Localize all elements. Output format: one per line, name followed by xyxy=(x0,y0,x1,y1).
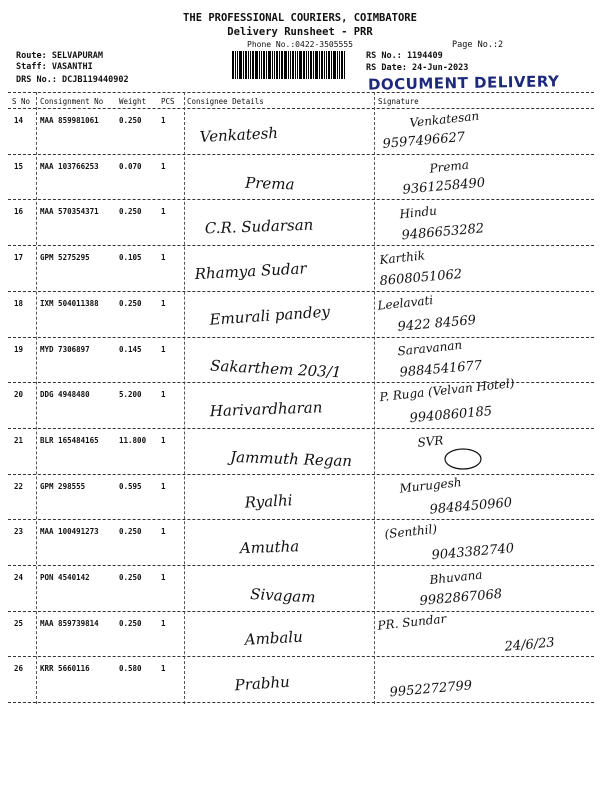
row-weight: 0.580 xyxy=(119,664,142,674)
signature-number-handwriting: 9361258490 xyxy=(402,175,486,198)
row-pcs: 1 xyxy=(161,527,166,537)
signature-number-handwriting: 9422 84569 xyxy=(397,312,477,335)
row-sno: 18 xyxy=(14,298,24,308)
signature-name-handwriting: Prema xyxy=(428,157,470,176)
runsheet-subtitle: Delivery Runsheet - PRR xyxy=(227,26,373,38)
row-pcs: 1 xyxy=(161,344,166,354)
signature-name-handwriting: Hindu xyxy=(398,203,438,222)
consignee-handwriting: Sakarthem 203/1 xyxy=(209,356,342,382)
consignee-handwriting: Ambalu xyxy=(244,627,304,649)
consignee-handwriting: Rhamya Sudar xyxy=(194,259,308,284)
row-pcs: 1 xyxy=(161,435,166,445)
route-label: Route: SELVAPURAM xyxy=(16,51,103,61)
row-consignment-no: GPM 5275295 xyxy=(40,253,90,263)
row-sno: 23 xyxy=(14,527,24,537)
row-consignment-no: MAA 859739814 xyxy=(40,618,99,628)
row-consignment-no: BLR 165484165 xyxy=(40,435,99,445)
row-pcs: 1 xyxy=(161,481,166,491)
row-sno: 15 xyxy=(14,161,24,171)
row-pcs: 1 xyxy=(161,253,166,263)
rs-number: RS No.: 1194409 xyxy=(366,51,443,61)
row-consignment-no: MAA 859981061 xyxy=(40,116,99,125)
row-pcs: 1 xyxy=(161,116,166,125)
signature-name-handwriting: SVR xyxy=(416,433,445,450)
signature-number-handwriting: 9848450960 xyxy=(429,495,513,518)
row-sno: 17 xyxy=(14,253,24,263)
consignee-handwriting: Amutha xyxy=(239,537,300,558)
signature-number-handwriting: 8608051062 xyxy=(379,266,463,290)
consignee-handwriting: Ryalhi xyxy=(244,491,293,512)
row-sno: 19 xyxy=(14,344,24,354)
col-consignee: Consignee Details xyxy=(187,97,264,106)
row-sno: 26 xyxy=(14,664,24,674)
signature-name-handwriting: PR. Sundar xyxy=(376,611,447,633)
consignee-handwriting: Sivagam xyxy=(249,585,316,607)
signature-number-handwriting: 9043382740 xyxy=(431,541,515,564)
company-phone: Phone No.:0422-3505555 xyxy=(247,40,353,49)
col-sno: S No xyxy=(12,97,31,106)
row-pcs: 1 xyxy=(161,207,166,217)
consignee-handwriting: Emurali pandey xyxy=(209,302,331,329)
row-consignment-no: PON 4540142 xyxy=(40,573,90,582)
signature-name-handwriting: (Senthil) xyxy=(383,521,438,542)
row-consignment-no: GPM 298555 xyxy=(40,481,86,491)
consignee-handwriting: Harivardharan xyxy=(209,398,323,421)
row-sno: 14 xyxy=(14,116,24,125)
row-sno: 16 xyxy=(14,207,24,217)
row-consignment-no: MAA 103766253 xyxy=(40,161,99,171)
signature-name-handwriting: Saravanan xyxy=(396,337,463,359)
signature-number-handwriting: 9597496627 xyxy=(382,129,466,152)
row-weight: 0.250 xyxy=(119,298,142,308)
row-consignment-no: MYD 7306897 xyxy=(40,344,90,354)
signature-number-handwriting: 9940860185 xyxy=(409,404,493,427)
signature-number-handwriting: 9952272799 xyxy=(389,678,473,701)
row-sno: 22 xyxy=(14,481,24,491)
row-weight: 0.250 xyxy=(119,207,142,217)
row-consignment-no: KRR 5660116 xyxy=(40,664,90,674)
document-delivery-stamp: DOCUMENT DELIVERY xyxy=(367,72,560,94)
row-pcs: 1 xyxy=(161,298,166,308)
row-weight: 0.250 xyxy=(119,618,142,628)
signature-number-handwriting: 9486653282 xyxy=(401,221,485,244)
company-title: THE PROFESSIONAL COURIERS, COIMBATORE xyxy=(183,12,417,24)
col-signature: Signature xyxy=(378,97,419,106)
page-number: Page No.:2 xyxy=(452,40,504,50)
signature-name-handwriting: Leelavati xyxy=(376,293,434,313)
signature-number-handwriting: 24/6/23 xyxy=(504,635,556,655)
signature-name-handwriting: Bhuvana xyxy=(428,567,484,587)
signature-name-handwriting: P. Ruga (Velvan Hotel) xyxy=(378,376,516,405)
row-weight: 0.250 xyxy=(119,527,142,537)
signature-scribble xyxy=(445,449,481,469)
row-weight: 0.105 xyxy=(119,253,142,263)
row-weight: 0.145 xyxy=(119,344,142,354)
row-weight: 11.800 xyxy=(119,435,147,445)
row-weight: 0.070 xyxy=(119,161,142,171)
signature-number-handwriting: 9982867068 xyxy=(419,586,503,609)
drs-number: DRS No.: DCJB119440902 xyxy=(16,75,129,85)
row-weight: 0.250 xyxy=(119,573,142,582)
consignee-handwriting: Prema xyxy=(244,173,295,194)
consignee-handwriting: C.R. Sudarsan xyxy=(204,215,314,238)
row-sno: 21 xyxy=(14,435,24,445)
row-pcs: 1 xyxy=(161,390,166,400)
col-weight: Weight xyxy=(119,97,147,106)
row-sno: 24 xyxy=(14,573,24,582)
col-pcs: PCS xyxy=(161,97,175,106)
rs-date: RS Date: 24-Jun-2023 xyxy=(366,63,469,73)
consignee-handwriting: Jammuth Regan xyxy=(229,447,353,471)
row-consignment-no: DDG 4948480 xyxy=(40,390,90,400)
row-sno: 20 xyxy=(14,390,24,400)
col-consignment: Consignment No xyxy=(40,97,104,106)
staff-label: Staff: VASANTHI xyxy=(16,62,93,72)
row-weight: 0.595 xyxy=(119,481,142,491)
row-consignment-no: IXM 504011388 xyxy=(40,298,99,308)
row-pcs: 1 xyxy=(161,573,166,582)
signature-name-handwriting: Karthik xyxy=(378,248,426,268)
row-pcs: 1 xyxy=(161,664,166,674)
row-consignment-no: MAA 570354371 xyxy=(40,207,99,217)
consignee-handwriting: Venkatesh xyxy=(199,123,279,146)
row-sno: 25 xyxy=(14,618,24,628)
signature-number-handwriting: 9884541677 xyxy=(399,358,483,381)
row-pcs: 1 xyxy=(161,618,166,628)
row-weight: 0.250 xyxy=(119,116,142,125)
row-weight: 5.200 xyxy=(119,390,142,400)
consignee-handwriting: Prabhu xyxy=(234,672,291,695)
row-pcs: 1 xyxy=(161,161,166,171)
signature-name-handwriting: Venkatesan xyxy=(408,108,480,130)
signature-name-handwriting: Murugesh xyxy=(398,475,463,496)
row-consignment-no: MAA 100491273 xyxy=(40,527,99,537)
